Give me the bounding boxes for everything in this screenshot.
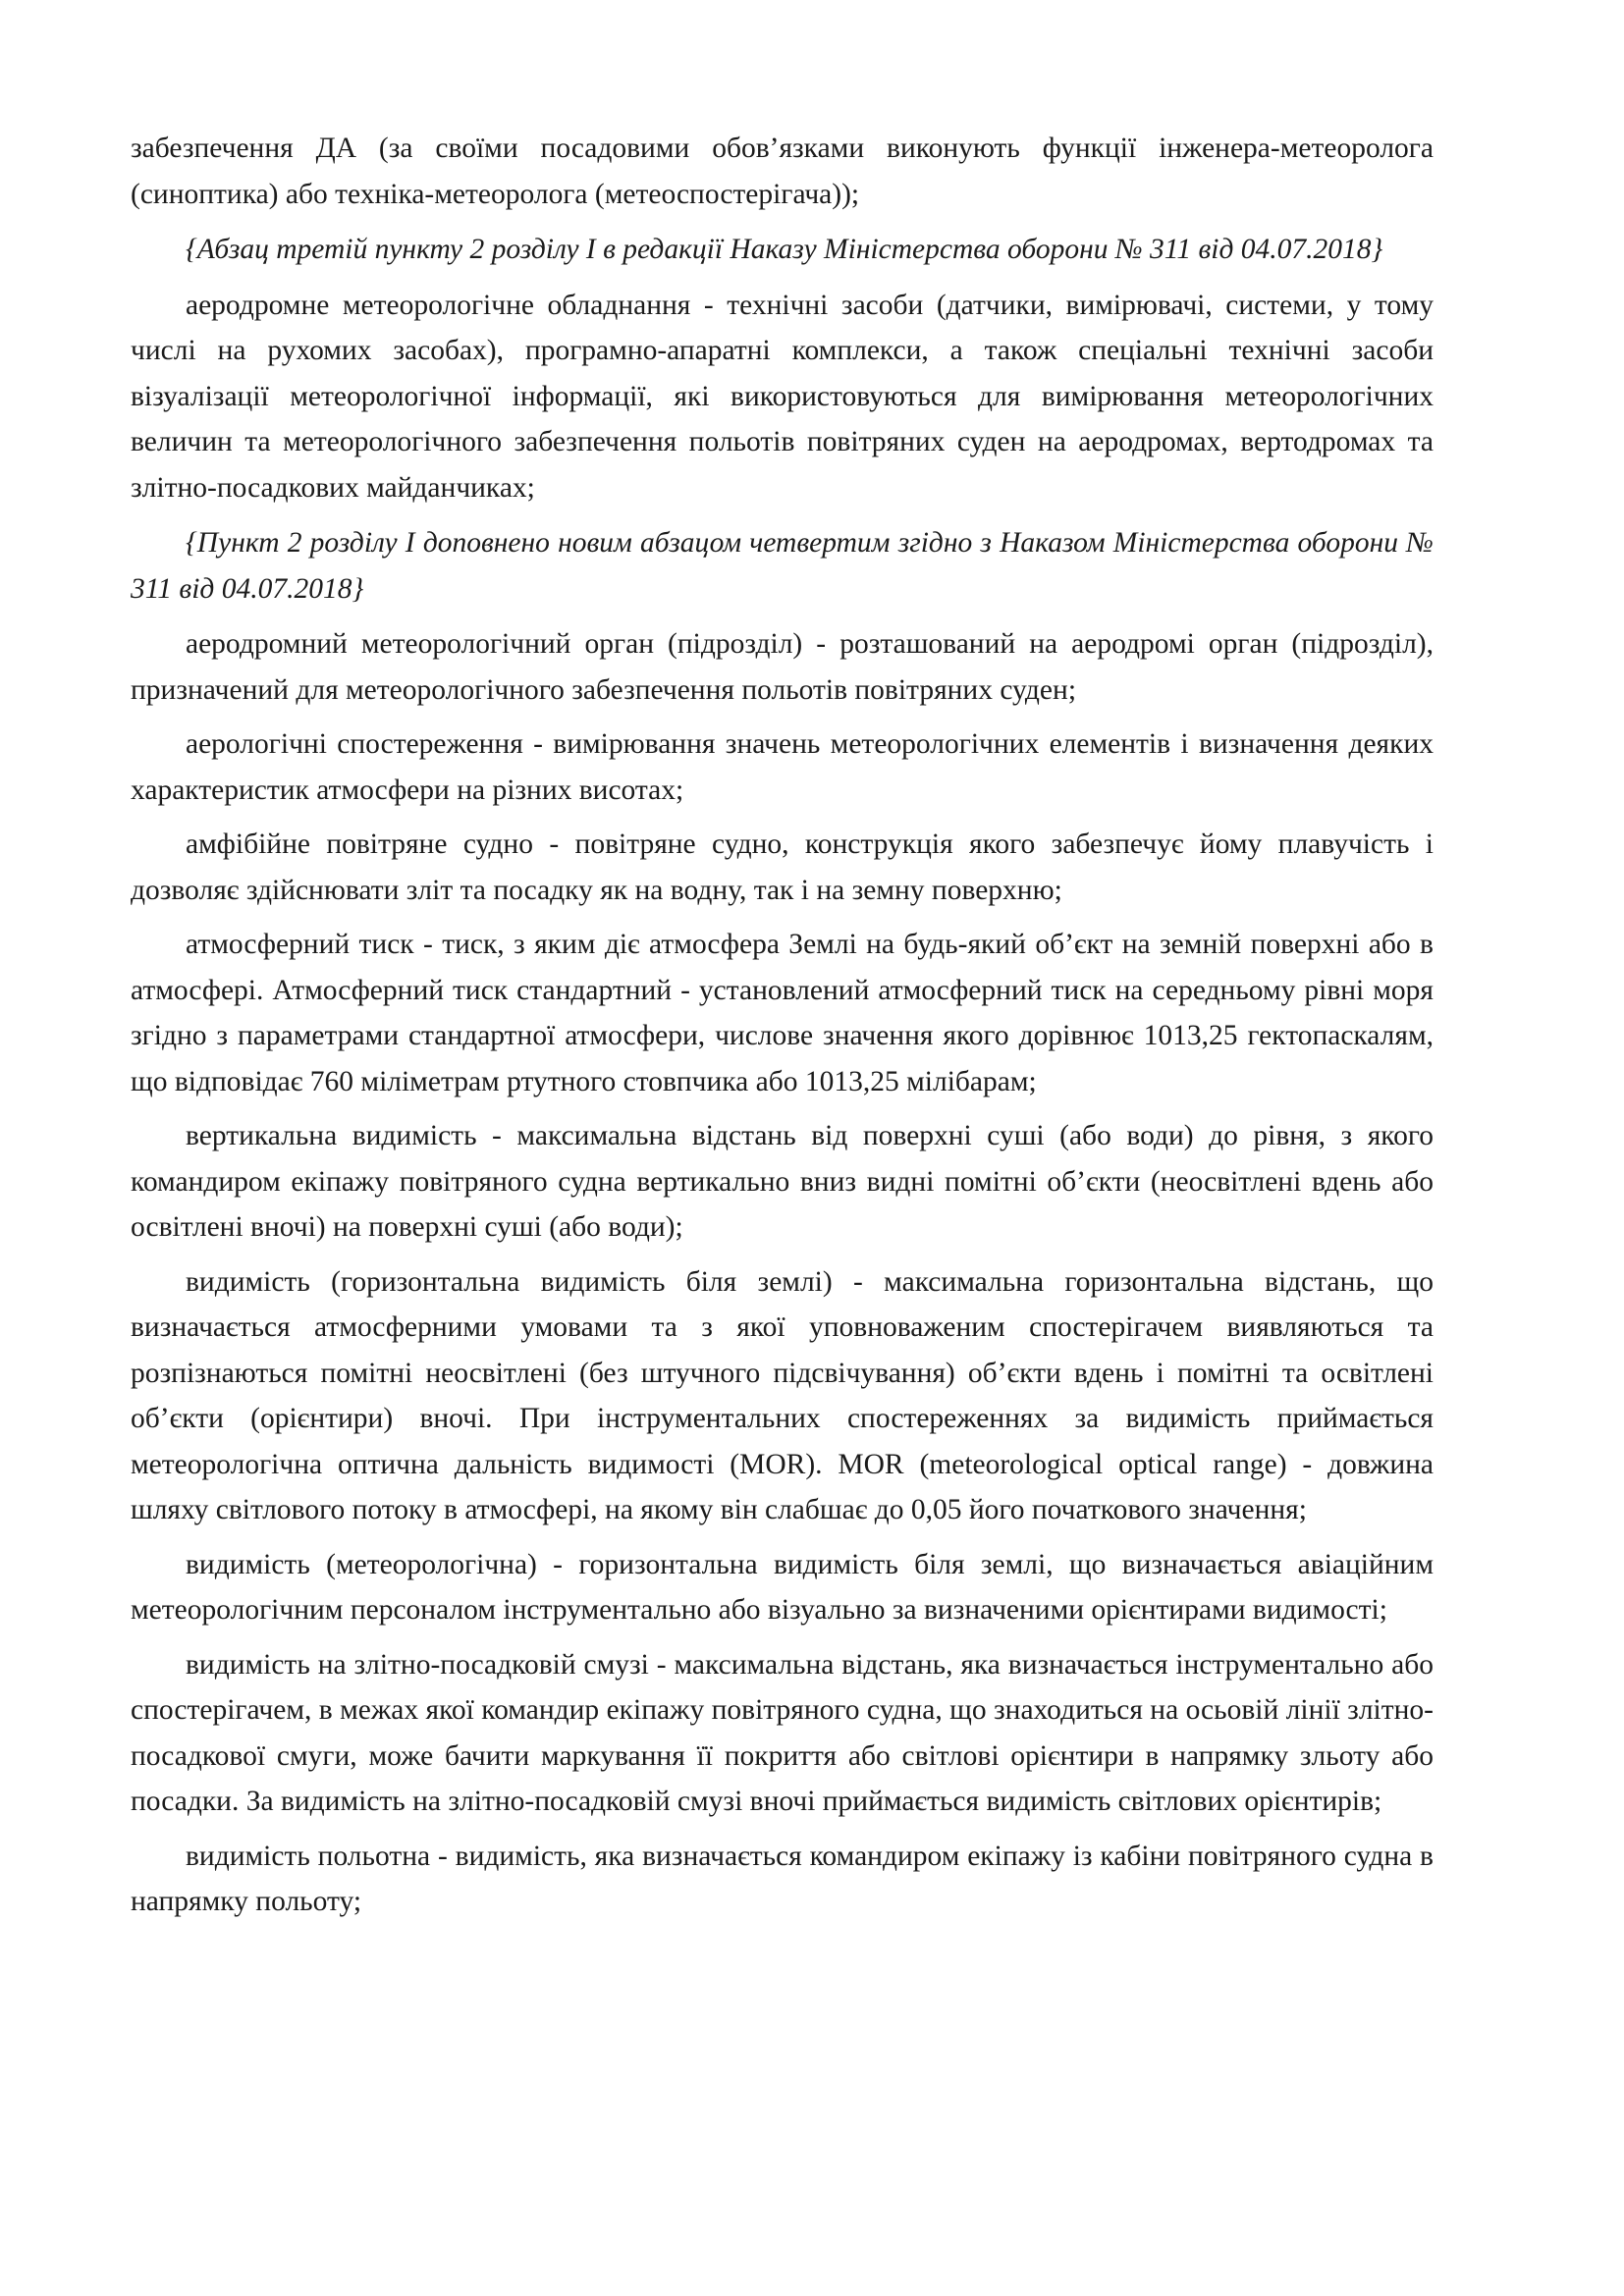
paragraph-aerological-observations: аерологічні спостереження - вимірювання значень метеорологічних елементів і визначення деяких характеристик атмосфери на різних висотах;: [131, 728, 1434, 806]
paragraph-flight-visibility: видимість польотна - видимість, яка визначається командиром екіпажу із кабіни повітряного судна в напрямку польоту;: [131, 1840, 1434, 1917]
paragraph-aerodrome-met-equipment: аеродромне метеорологічне обладнання - технічні засоби (датчики, вимірювачі, системи, у тому числі на рухомих засобах), програмно-апаратні комплекси, а також спеціальні технічні засоби візуалізації метеорологічної інформації, які використовуються для вимірювання метеорологічних величин та метеорологічного забезпечення польотів повітряних суден на аеродромах, вертодромах та злітно-посадкових майданчиках;: [131, 289, 1434, 504]
paragraph-vertical-visibility: вертикальна видимість - максимальна відстань від поверхні суші (або води) до рівня, з якого командиром екіпажу повітряного судна вертикально вниз видні помітні об’єкти (неосвітлені вдень або освітлені вночі) на поверхні суші (або води);: [131, 1120, 1434, 1243]
spacer: [131, 273, 1434, 283]
spacer: [131, 1251, 1434, 1259]
spacer: [131, 1633, 1434, 1642]
spacer: [131, 612, 1434, 621]
spacer: [131, 913, 1434, 922]
amendment-note-paragraph-three: {Абзац третій пункту 2 розділу I в редакції Наказу Міністерства оборони № 311 від 04.07.2018}: [186, 234, 1383, 265]
spacer: [131, 1825, 1434, 1834]
paragraph-atmospheric-pressure: атмосферний тиск - тиск, з яким діє атмосфера Землі на будь-який об’єкт на земній поверхні або в атмосфері. Атмосферний тиск стандартний - установлений атмосферний тиск на середньому рівні моря згідно з параметрами стандартної атмосфери, числове значення якого дорівнює 1013,25 гектопаскалям, що відповідає 760 міліметрам ртутного стовпчика або 1013,25 мілібарам;: [131, 929, 1434, 1097]
paragraph-amphibious-aircraft: амфібійне повітряне судно - повітряне судно, конструкція якого забезпечує йому плавучість і дозволяє здійснювати зліт та посадку як на водну, так і на земну поверхню;: [131, 828, 1434, 906]
paragraph-continued-provision: забезпечення ДА (за своїми посадовими обов’язками виконують функції інженера-метеоролога (синоптика) або техніка-метеоролога (метеоспостерігача));: [131, 133, 1434, 210]
spacer: [131, 217, 1434, 227]
spacer: [131, 1104, 1434, 1113]
paragraph-runway-visibility: видимість на злітно-посадковій смузі - максимальна відстань, яка визначається інструментально або спостерігачем, в межах якої командир екіпажу повітряного судна, що знаходиться на осьовій лінії злітно-посадкової смуги, може бачити маркування її покриття або світлові орієнтири в напрямку зльоту або посадки. За видимість на злітно-посадковій смузі вночі приймається видимість світлових орієнтирів;: [131, 1648, 1434, 1817]
spacer: [131, 1533, 1434, 1542]
spacer: [131, 713, 1434, 721]
paragraph-meteorological-visibility: видимість (метеорологічна) - горизонтальна видимість біля землі, що визначається авіаційним метеорологічним персоналом інструментально або візуально за визначеними орієнтирами видимості;: [131, 1548, 1434, 1626]
spacer: [131, 510, 1434, 520]
document-text-block: [131, 126, 1434, 1925]
paragraph-horizontal-visibility-mor: видимість (горизонтальна видимість біля землі) - максимальна горизонтальна відстань, що визначається атмосферними умовами та з якої уповноваженим спостерігачем виявляються та розпізнаються помітні неосвітлені (без штучного підсвічування) об’єкти вдень і помітні та освітлені об’єкти (орієнтири) вночі. При інструментальних спостереженнях за видимість приймається метеорологічна оптична дальність видимості (MOR). MOR (meteorological optical range) - довжина шляху світлового потоку в атмосфері, на якому він слабшає до 0,05 його початкового значення;: [131, 1265, 1434, 1525]
spacer: [131, 813, 1434, 822]
paragraph-aerodrome-met-office: аеродромний метеорологічний орган (підрозділ) - розташований на аеродромі орган (підрозділ), призначений для метеорологічного забезпечення польотів повітряних суден;: [131, 628, 1434, 706]
amendment-note-paragraph-four: {Пункт 2 розділу I доповнено новим абзацом четвертим згідно з Наказом Міністерства оборони № 311 від 04.07.2018}: [131, 527, 1434, 605]
